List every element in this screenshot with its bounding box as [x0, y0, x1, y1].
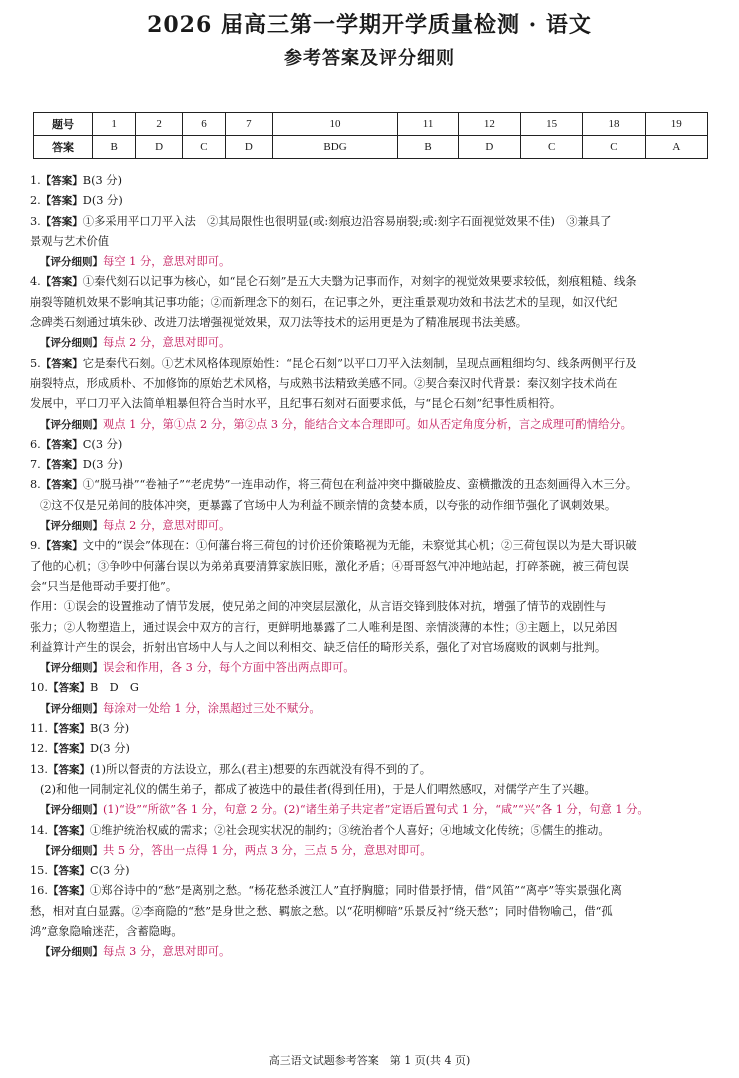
grading-text: 每空 1 分，意思对即可。 — [103, 255, 231, 269]
answer-cell: D — [458, 136, 520, 159]
question-number-row — [34, 113, 708, 136]
answer-line — [30, 881, 712, 901]
answer-text: ①多采用平口刀平入法 ②其局限性也很明显(或:刻痕边沿容易崩裂;或:刻字石面视觉效果不佳) ③兼具了 — [82, 214, 612, 228]
answer-line — [30, 374, 712, 394]
answer-line — [30, 800, 712, 820]
answer-line — [30, 597, 712, 617]
answer-text: C(3 分) — [82, 437, 123, 451]
answer-label: 【答案】 — [40, 438, 83, 451]
answer-text: 发展中，平口刀平入法简单粗暴但符合当时水平，且纪事石刻对石面要求低，与“昆仑石刻”纪事性质相符。 — [30, 397, 562, 411]
question-number: 15. — [30, 864, 48, 878]
answer-text: ①郑谷诗中的“愁”是离别之愁。“杨花愁杀渡江人”直抒胸臆；同时借景抒情，借“风笛”“离亭”等实景强化离 — [89, 884, 622, 898]
question-number-cell: 1 — [93, 113, 136, 136]
answer-label: 【答案】 — [47, 865, 90, 878]
answer-line — [30, 232, 712, 252]
answer-line — [30, 293, 712, 313]
answer-label: 【答案】 — [40, 276, 83, 289]
answer-cell: B — [93, 136, 136, 159]
question-number-cell: 12 — [458, 113, 520, 136]
answer-line — [30, 435, 712, 455]
answer-cell: BDG — [272, 136, 398, 159]
answer-text: 景观与艺术价值 — [30, 234, 110, 248]
question-number-cell: 18 — [583, 113, 645, 136]
grading-label: 【评分细则】 — [40, 520, 103, 533]
answer-text: D(3 分) — [82, 458, 123, 472]
grading-text: 共 5 分，答出一点得 1 分，两点 3 分，三点 5 分，意思对即可。 — [103, 843, 432, 857]
answer-line — [30, 678, 712, 698]
answer-body — [30, 171, 712, 963]
answer-label: 【答案】 — [40, 479, 83, 492]
answer-line — [30, 354, 712, 374]
question-number: 4. — [30, 275, 41, 289]
grading-text: 每涂对一处给 1 分，涂黑超过三处不赋分。 — [103, 701, 321, 715]
question-number: 14. — [30, 823, 48, 837]
answer-text: D(3 分) — [89, 742, 130, 756]
answer-text: 了他的心机；③争吵中何藩台误以为弟弟真要清算家族旧账，激化矛盾；④哥哥怒气冲冲地站起，打碎茶碗，被三荷包误 — [30, 559, 629, 573]
question-number: 10. — [30, 681, 48, 695]
answer-text: 崩裂特点，形成质朴、不加修饰的原始艺术风格，与成熟书法精致美感不同。②契合秦汉时代背景：秦汉刻字技术尚在 — [30, 376, 618, 390]
page-footer: 高三语文试题参考答案 第 1 页(共 4 页) — [268, 1054, 471, 1067]
question-number-cell: 2 — [136, 113, 182, 136]
answer-label: 【答案】 — [47, 885, 90, 898]
question-number: 6. — [30, 437, 41, 451]
answer-text: 会“只当是他哥动手要打他”。 — [30, 579, 178, 593]
answer-line — [30, 861, 712, 881]
grading-label: 【评分细则】 — [40, 804, 103, 817]
answer-line — [30, 272, 712, 292]
question-number: 8. — [30, 478, 41, 492]
question-number-cell: 15 — [520, 113, 582, 136]
question-number-cell: 19 — [645, 113, 707, 136]
answer-text: 鸿”意象隐喻迷茫，含蓄隐晦。 — [30, 924, 183, 938]
answer-line — [30, 557, 712, 577]
answer-line — [30, 841, 712, 861]
answer-label: 【答案】 — [40, 357, 83, 370]
answer-line — [30, 212, 712, 232]
grading-text: 每点 3 分，意思对即可。 — [103, 945, 231, 959]
answer-label: 【答案】 — [40, 195, 83, 208]
question-number-cell: 7 — [226, 113, 272, 136]
answer-text: 作用：①误会的设置推动了情节发展，使兄弟之间的冲突层层激化，从言语交锋到肢体对抗，增强了情节的戏剧性与 — [30, 600, 607, 614]
answer-cell: A — [645, 136, 707, 159]
answer-line — [30, 699, 712, 719]
grading-label: 【评分细则】 — [40, 946, 103, 959]
grading-text: 每点 2 分，意思对即可。 — [103, 336, 231, 350]
grading-text: 误会和作用，各 3 分，每个方面中答出两点即可。 — [103, 661, 355, 675]
answer-line — [30, 536, 712, 556]
answer-text: 张力；②人物塑造上，通过误会中双方的言行，更鲜明地暴露了二人唯利是图、亲情淡薄的本性；③主题上，以兄弟因 — [30, 620, 618, 634]
answer-cell: C — [520, 136, 582, 159]
answer-line — [30, 191, 712, 211]
answer-label: 【答案】 — [40, 459, 83, 472]
answer-text: B(3 分) — [89, 722, 130, 736]
answer-table — [33, 112, 708, 159]
answer-text: ①维护统治权威的需求；②社会现实状况的制约；③统治者个人喜好；④地域文化传统；⑤儒生的推动。 — [89, 823, 610, 837]
answer-line — [30, 942, 712, 962]
answer-text: 文中的“误会”体现在：①何藩台将三荷包的讨价还价策略视为无能，未察觉其心机；②三荷包误以为是大哥识破 — [82, 539, 637, 553]
answer-line — [30, 333, 712, 353]
answer-text: B D G — [89, 681, 139, 695]
answer-label: 【答案】 — [47, 682, 90, 695]
question-number: 11. — [30, 722, 48, 736]
grading-label: 【评分细则】 — [40, 337, 103, 350]
answer-text: 崩裂等随机效果不影响其记事功能；②而新理念下的刻石，在记事之外，更注重景观功效和书法艺术的呈现，如汉代纪 — [30, 295, 618, 309]
grading-label: 【评分细则】 — [40, 662, 103, 675]
answer-text: ①“脱马褂”“卷袖子”“老虎势”一连串动作，将三荷包在利益冲突中撕破脸皮、蛮横撒泼的丑态刻画得入木三分。 — [82, 478, 638, 492]
answer-line — [30, 719, 712, 739]
answer-text: D(3 分) — [82, 194, 123, 208]
answer-line — [30, 455, 712, 475]
answer-text: 念碑类石刻通过填朱砂、改进刀法增强视觉效果，双刀法等技术的运用更是为了精准展现书法美感。 — [30, 316, 528, 330]
question-number: 13. — [30, 762, 48, 776]
answer-text: C(3 分) — [89, 864, 130, 878]
answer-line — [30, 821, 712, 841]
answer-label: 【答案】 — [40, 215, 83, 228]
answer-text: 它是秦代石刻。①艺术风格体现原始性：“昆仑石刻”以平口刀平入法刻制，呈现点画粗细均匀、线条两侧平行及 — [82, 356, 637, 370]
question-number: 5. — [30, 356, 41, 370]
answer-label: 【答案】 — [40, 175, 83, 187]
page-subtitle: 参考答案及评分细则 — [284, 48, 455, 69]
answer-text: ②这不仅是兄弟间的肢体冲突，更暴露了官场中人为利益不顾亲情的贪婪本质，以夸张的动作细节强化了讽刺效果。 — [40, 498, 617, 512]
answer-line — [30, 577, 712, 597]
question-number-cell: 6 — [182, 113, 225, 136]
answer-cell: C — [583, 136, 645, 159]
answer-text: 利益算计产生的误会，折射出官场中人与人之间以利相交、缺乏信任的畸形关系，强化了对官场腐败的讽刺与批判。 — [30, 640, 607, 654]
answer-line — [30, 496, 712, 516]
answer-line — [30, 394, 712, 414]
question-number: 12. — [30, 742, 48, 756]
answer-cell: D — [226, 136, 272, 159]
answer-text: (1)所以督责的方法设立，那么(君主)想要的东西就没有得不到的了。 — [89, 762, 432, 776]
answer-line — [30, 252, 712, 272]
answer-line — [30, 475, 712, 495]
answer-line — [30, 658, 712, 678]
answer-cell: B — [398, 136, 458, 159]
grading-label: 【评分细则】 — [40, 702, 103, 715]
grading-text: (1)“设”“所欲”各 1 分，句意 2 分。(2)“诸生弟子共定者”定语后置句式 1 分，“咸”“兴”各 1 分，句意 1 分。 — [103, 803, 649, 817]
question-number: 16. — [30, 884, 48, 898]
question-number: 7. — [30, 458, 41, 472]
answer-cell: D — [136, 136, 182, 159]
grading-text: 观点 1 分，第①点 2 分，第②点 3 分，能结合文本合理即可。如从否定角度分析，言之成理可酌情给分。 — [103, 417, 632, 431]
answer-label: 【答案】 — [47, 723, 90, 736]
answer-cell: C — [182, 136, 225, 159]
question-number-cell: 11 — [398, 113, 458, 136]
question-number: 2. — [30, 194, 41, 208]
answer-text: (2)和他一同制定礼仪的儒生弟子，都成了被选中的最佳者(得到任用)，于是人们喟然感叹，对儒学产生了兴趣。 — [40, 782, 596, 796]
answer-line — [30, 739, 712, 759]
answer-row — [34, 136, 708, 159]
answer-text: ①秦代刻石以记事为核心，如“昆仑石刻”是五大夫翳为记事而作，对刻字的视觉效果要求较低，刻痕粗糙、线条 — [82, 275, 637, 289]
answer-text: B(3 分) — [82, 174, 122, 187]
grading-label: 【评分细则】 — [40, 256, 103, 269]
answer-line — [30, 902, 712, 922]
question-number: 1. — [30, 174, 41, 187]
question-number: 9. — [30, 539, 41, 553]
answer-label: 【答案】 — [47, 824, 90, 837]
answer-label: 【答案】 — [40, 540, 83, 553]
answer-label: 【答案】 — [47, 763, 90, 776]
answer-text: 愁，相对直白显露。②李商隐的“愁”是身世之愁、羁旅之愁。以“花明柳暗”乐景反衬“绕天愁”；同时借物喻己，借“孤 — [30, 904, 613, 918]
grading-label: 【评分细则】 — [40, 418, 103, 431]
question-number-cell: 10 — [272, 113, 398, 136]
answer-line — [30, 922, 712, 942]
answer-line — [30, 313, 712, 333]
row-label-answer: 答案 — [34, 136, 93, 159]
answer-line — [30, 171, 712, 191]
answer-line — [30, 780, 712, 800]
answer-label: 【答案】 — [47, 743, 90, 756]
answer-line — [30, 618, 712, 638]
grading-label: 【评分细则】 — [40, 844, 103, 857]
page-title: 2026 届高三第一学期开学质量检测 · 语文 — [147, 12, 592, 38]
grading-text: 每点 2 分，意思对即可。 — [103, 519, 231, 533]
answer-line — [30, 760, 712, 780]
answer-line — [30, 516, 712, 536]
row-label-question-number: 题号 — [34, 113, 93, 136]
answer-line — [30, 415, 712, 435]
answer-line — [30, 638, 712, 658]
question-number: 3. — [30, 214, 41, 228]
